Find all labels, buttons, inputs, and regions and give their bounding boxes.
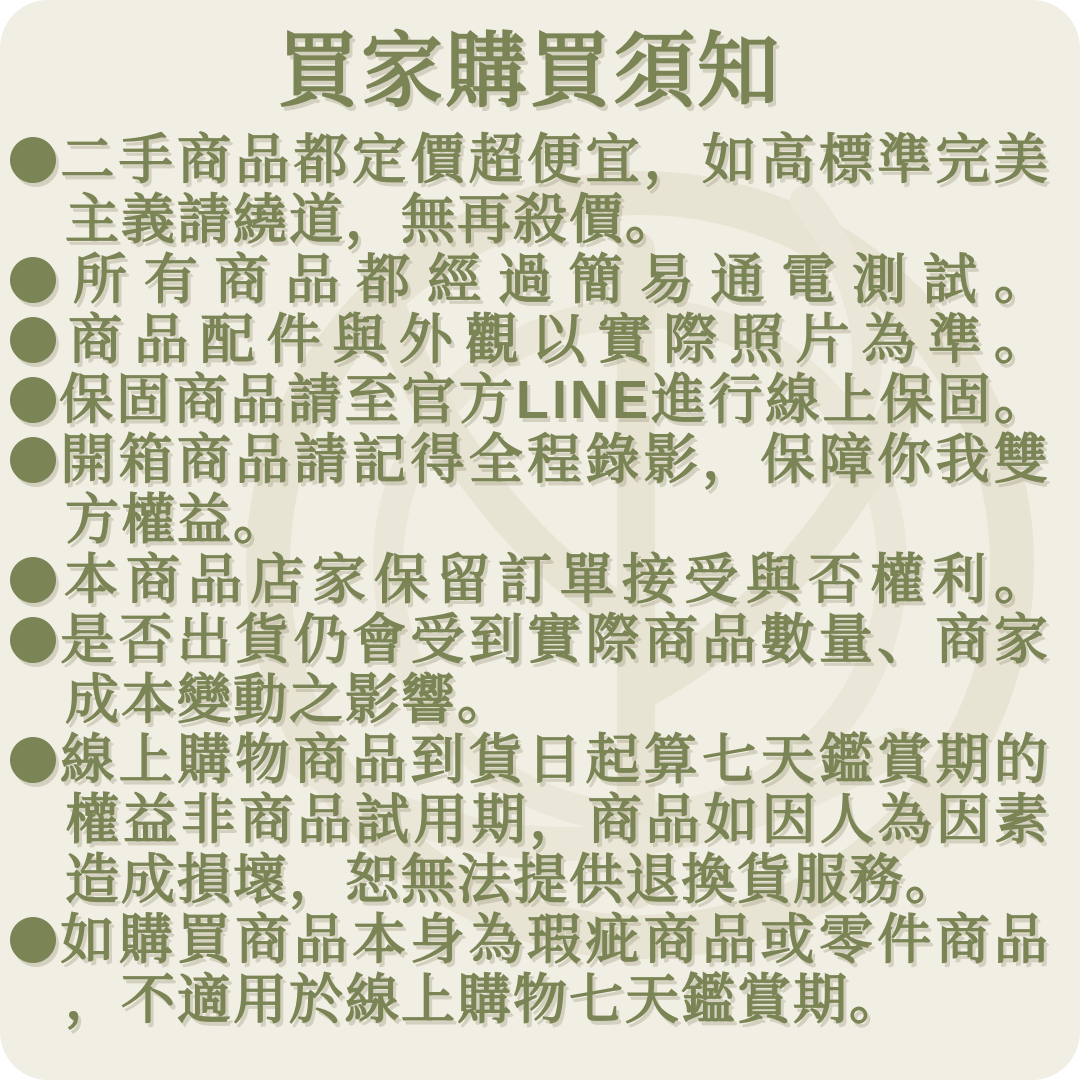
bullet-icon: [10, 377, 56, 423]
notice-character: 身: [410, 910, 465, 970]
notice-character: 因: [761, 790, 816, 850]
notice-character: 鑑: [818, 730, 873, 790]
notice-character: 權: [65, 790, 119, 850]
notice-character: 品: [993, 910, 1048, 970]
notice-character: 品: [352, 730, 407, 790]
notice-line: [10, 910, 1048, 970]
notice-character: 有: [143, 250, 198, 310]
bullet-icon: [10, 737, 56, 783]
notice-character: 購: [177, 730, 232, 790]
notice-character: 商: [173, 370, 228, 430]
notice-character: 品: [702, 910, 757, 970]
bullet-icon: [10, 557, 56, 603]
notice-text: 造成損壞，恕無法提供退換貨服務。: [65, 850, 961, 910]
notice-character: 疵: [585, 910, 640, 970]
notice-character: 數: [760, 610, 815, 670]
notice-text: 主義請繞道，無再殺價。: [65, 190, 681, 250]
notice-character: 商: [239, 790, 294, 850]
notice-character: 通: [710, 250, 765, 310]
bullet-icon: [10, 437, 56, 483]
notice-character: 商: [935, 910, 990, 970]
notice-character: 線: [765, 370, 820, 430]
bullet-icon: [10, 317, 56, 363]
notice-character: 件: [877, 910, 932, 970]
notice-character: 保: [59, 370, 114, 430]
notice-character: 。: [993, 310, 1048, 370]
notice-character: 完: [935, 130, 990, 190]
notice-character: 品: [285, 250, 340, 310]
notice-character: 全: [468, 430, 523, 490]
notice-character: 觀: [464, 310, 519, 370]
bullet-icon: [10, 257, 56, 303]
notice-character: N: [570, 370, 610, 430]
notice-line: [10, 250, 1048, 310]
notice-character: 得: [410, 430, 465, 490]
notice-character: 貨: [468, 730, 523, 790]
notice-character: 起: [585, 730, 640, 790]
notice-character: 請: [293, 430, 348, 490]
notice-character: 如: [60, 910, 115, 970]
bullet-icon: [10, 917, 56, 963]
notice-character: 家: [312, 550, 366, 610]
notice-character: 家: [993, 610, 1048, 670]
notice-character: 或: [760, 910, 815, 970]
notice-character: 影: [643, 430, 698, 490]
notice-character: 以: [531, 310, 585, 370]
notice-line: [10, 490, 1048, 550]
notice-character: 為: [877, 790, 932, 850]
notice-character: 。: [993, 370, 1048, 430]
notice-line: [10, 610, 1048, 670]
notice-line: [10, 550, 1048, 610]
notice-character: 出: [177, 610, 232, 670]
notice-character: 店: [250, 550, 304, 610]
notice-line: [10, 430, 1048, 490]
notice-character: 開: [60, 430, 115, 490]
notice-character: ，: [643, 130, 698, 190]
notice-character: 商: [177, 430, 232, 490]
notice-character: 如: [703, 790, 758, 850]
notice-character: 箱: [118, 430, 173, 490]
notice-character: 保: [879, 370, 934, 430]
notice-character: 品: [188, 550, 242, 610]
notice-character: 訂: [498, 550, 552, 610]
notice-character: 固: [936, 370, 991, 430]
notice-character: 品: [134, 310, 189, 370]
notice-character: 價: [410, 130, 465, 190]
notice-line: [10, 130, 1048, 190]
notice-character: 商: [935, 610, 990, 670]
notice-character: 權: [870, 550, 924, 610]
notice-character: 品: [230, 370, 285, 430]
notice-character: 標: [818, 130, 873, 190]
notice-character: 是: [60, 610, 115, 670]
notice-character: 否: [118, 610, 173, 670]
notice-character: 人: [819, 790, 874, 850]
notice-character: 算: [643, 730, 698, 790]
notice-character: 零: [818, 910, 873, 970]
notice-line: [10, 190, 1048, 250]
notice-character: ，: [529, 790, 584, 850]
notice-character: 貨: [235, 610, 290, 670]
notice-character: 你: [877, 430, 932, 490]
notice-character: E: [612, 370, 649, 430]
bullet-icon: [10, 617, 56, 663]
notice-character: 商: [235, 910, 290, 970]
notice-character: 品: [293, 910, 348, 970]
notice-character: 量: [818, 610, 873, 670]
notice-character: 與: [332, 310, 387, 370]
notice-character: 如: [702, 130, 757, 190]
notice-character: 片: [795, 310, 850, 370]
notice-character: 商: [126, 550, 180, 610]
notice-character: 期: [471, 790, 526, 850]
notice-character: 障: [818, 430, 873, 490]
notice-character: 我: [935, 430, 990, 490]
notice-line: [10, 790, 1048, 850]
notice-character: 高: [760, 130, 815, 190]
notice-character: 本: [352, 910, 407, 970]
notice-character: 都: [293, 130, 348, 190]
notice-line: [10, 730, 1048, 790]
notice-character: 品: [645, 790, 700, 850]
notice-character: 手: [118, 130, 173, 190]
notice-character: 所: [72, 250, 127, 310]
notice-character: 商: [214, 250, 269, 310]
notice-character: 件: [266, 310, 321, 370]
notice-character: 。: [994, 550, 1048, 610]
notice-character: 上: [822, 370, 877, 430]
notice-line: [10, 670, 1048, 730]
notice-list: [10, 130, 1048, 1030]
notice-character: 因: [935, 790, 990, 850]
notice-character: 照: [729, 310, 784, 370]
notice-character: 品: [297, 790, 352, 850]
notice-character: 商: [177, 130, 232, 190]
notice-character: 過: [497, 250, 552, 310]
notice-character: 準: [877, 130, 932, 190]
notice-character: 電: [781, 250, 836, 310]
notice-character: 線: [60, 730, 115, 790]
notice-character: 方: [458, 370, 513, 430]
notice-character: 固: [116, 370, 171, 430]
notice-line: [10, 850, 1048, 910]
notice-character: 準: [927, 310, 982, 370]
notice-character: 到: [410, 730, 465, 790]
notice-character: 購: [118, 910, 173, 970]
notice-character: 行: [708, 370, 763, 430]
notice-character: 品: [235, 430, 290, 490]
notice-character: 買: [177, 910, 232, 970]
notice-character: 益: [123, 790, 178, 850]
notice-character: 程: [527, 430, 582, 490]
notice-character: 受: [684, 550, 738, 610]
notice-character: 至: [344, 370, 399, 430]
notice-character: 品: [702, 610, 757, 670]
notice-character: 到: [468, 610, 523, 670]
notice-character: 接: [622, 550, 676, 610]
notice-line: [10, 970, 1048, 1030]
notice-character: 否: [808, 550, 862, 610]
notice-character: 進: [651, 370, 706, 430]
notice-character: 仍: [293, 610, 348, 670]
notice-character: 品: [235, 130, 290, 190]
bullet-icon: [10, 137, 56, 183]
notice-character: 單: [560, 550, 614, 610]
notice-character: 二: [60, 130, 115, 190]
notice-character: 會: [352, 610, 407, 670]
notice-character: 易: [639, 250, 694, 310]
notice-character: 便: [527, 130, 582, 190]
notice-character: 實: [527, 610, 582, 670]
notice-character: 配: [200, 310, 255, 370]
notice-character: 際: [663, 310, 718, 370]
notice-character: 商: [643, 910, 698, 970]
notice-character: 保: [760, 430, 815, 490]
notice-character: 日: [527, 730, 582, 790]
notice-character: 際: [585, 610, 640, 670]
notice-character: L: [515, 370, 549, 430]
notice-character: 實: [597, 310, 652, 370]
notice-text: 方權益。: [65, 490, 289, 550]
notice-character: 瑕: [527, 910, 582, 970]
notice-character: 試: [922, 250, 977, 310]
notice-character: 宜: [585, 130, 640, 190]
notice-character: 、: [877, 610, 932, 670]
notice-character: 素: [994, 790, 1048, 850]
notice-character: 商: [587, 790, 642, 850]
notice-character: ，: [702, 430, 757, 490]
notice-character: 官: [401, 370, 456, 430]
notice-character: 非: [181, 790, 236, 850]
notice-character: 簡: [568, 250, 623, 310]
notice-character: 都: [356, 250, 411, 310]
notice-character: 本: [64, 550, 118, 610]
notice-character: 物: [235, 730, 290, 790]
notice-text: ，不適用於線上購物七天鑑賞期。: [65, 970, 905, 1030]
notice-character: 定: [352, 130, 407, 190]
notice-character: 雙: [993, 430, 1048, 490]
notice-character: I: [551, 370, 567, 430]
notice-line: [10, 370, 1048, 430]
notice-character: 請: [287, 370, 342, 430]
notice-character: 美: [993, 130, 1048, 190]
notice-character: 為: [861, 310, 916, 370]
notice-character: 。: [993, 250, 1048, 310]
notice-character: 外: [398, 310, 453, 370]
notice-character: 用: [413, 790, 468, 850]
notice-character: 的: [993, 730, 1048, 790]
page-title: 買家購買須知: [276, 26, 781, 117]
notice-character: 測: [852, 250, 907, 310]
notice-character: 試: [355, 790, 410, 850]
notice-character: 期: [935, 730, 990, 790]
notice-character: 保: [374, 550, 428, 610]
notice-line: [10, 310, 1048, 370]
notice-character: 記: [352, 430, 407, 490]
notice-character: 賞: [877, 730, 932, 790]
notice-character: 錄: [585, 430, 640, 490]
notice-character: 天: [760, 730, 815, 790]
notice-character: 上: [118, 730, 173, 790]
notice-character: 商: [293, 730, 348, 790]
notice-character: 商: [643, 610, 698, 670]
notice-character: 與: [746, 550, 800, 610]
notice-character: 受: [410, 610, 465, 670]
notice-character: 七: [702, 730, 757, 790]
notice-text: 成本變動之影響。: [65, 670, 513, 730]
notice-character: 商: [68, 310, 123, 370]
notice-character: 留: [436, 550, 490, 610]
notice-character: 利: [932, 550, 986, 610]
notice-character: 為: [468, 910, 523, 970]
notice-character: 超: [468, 130, 523, 190]
notice-character: 經: [427, 250, 482, 310]
